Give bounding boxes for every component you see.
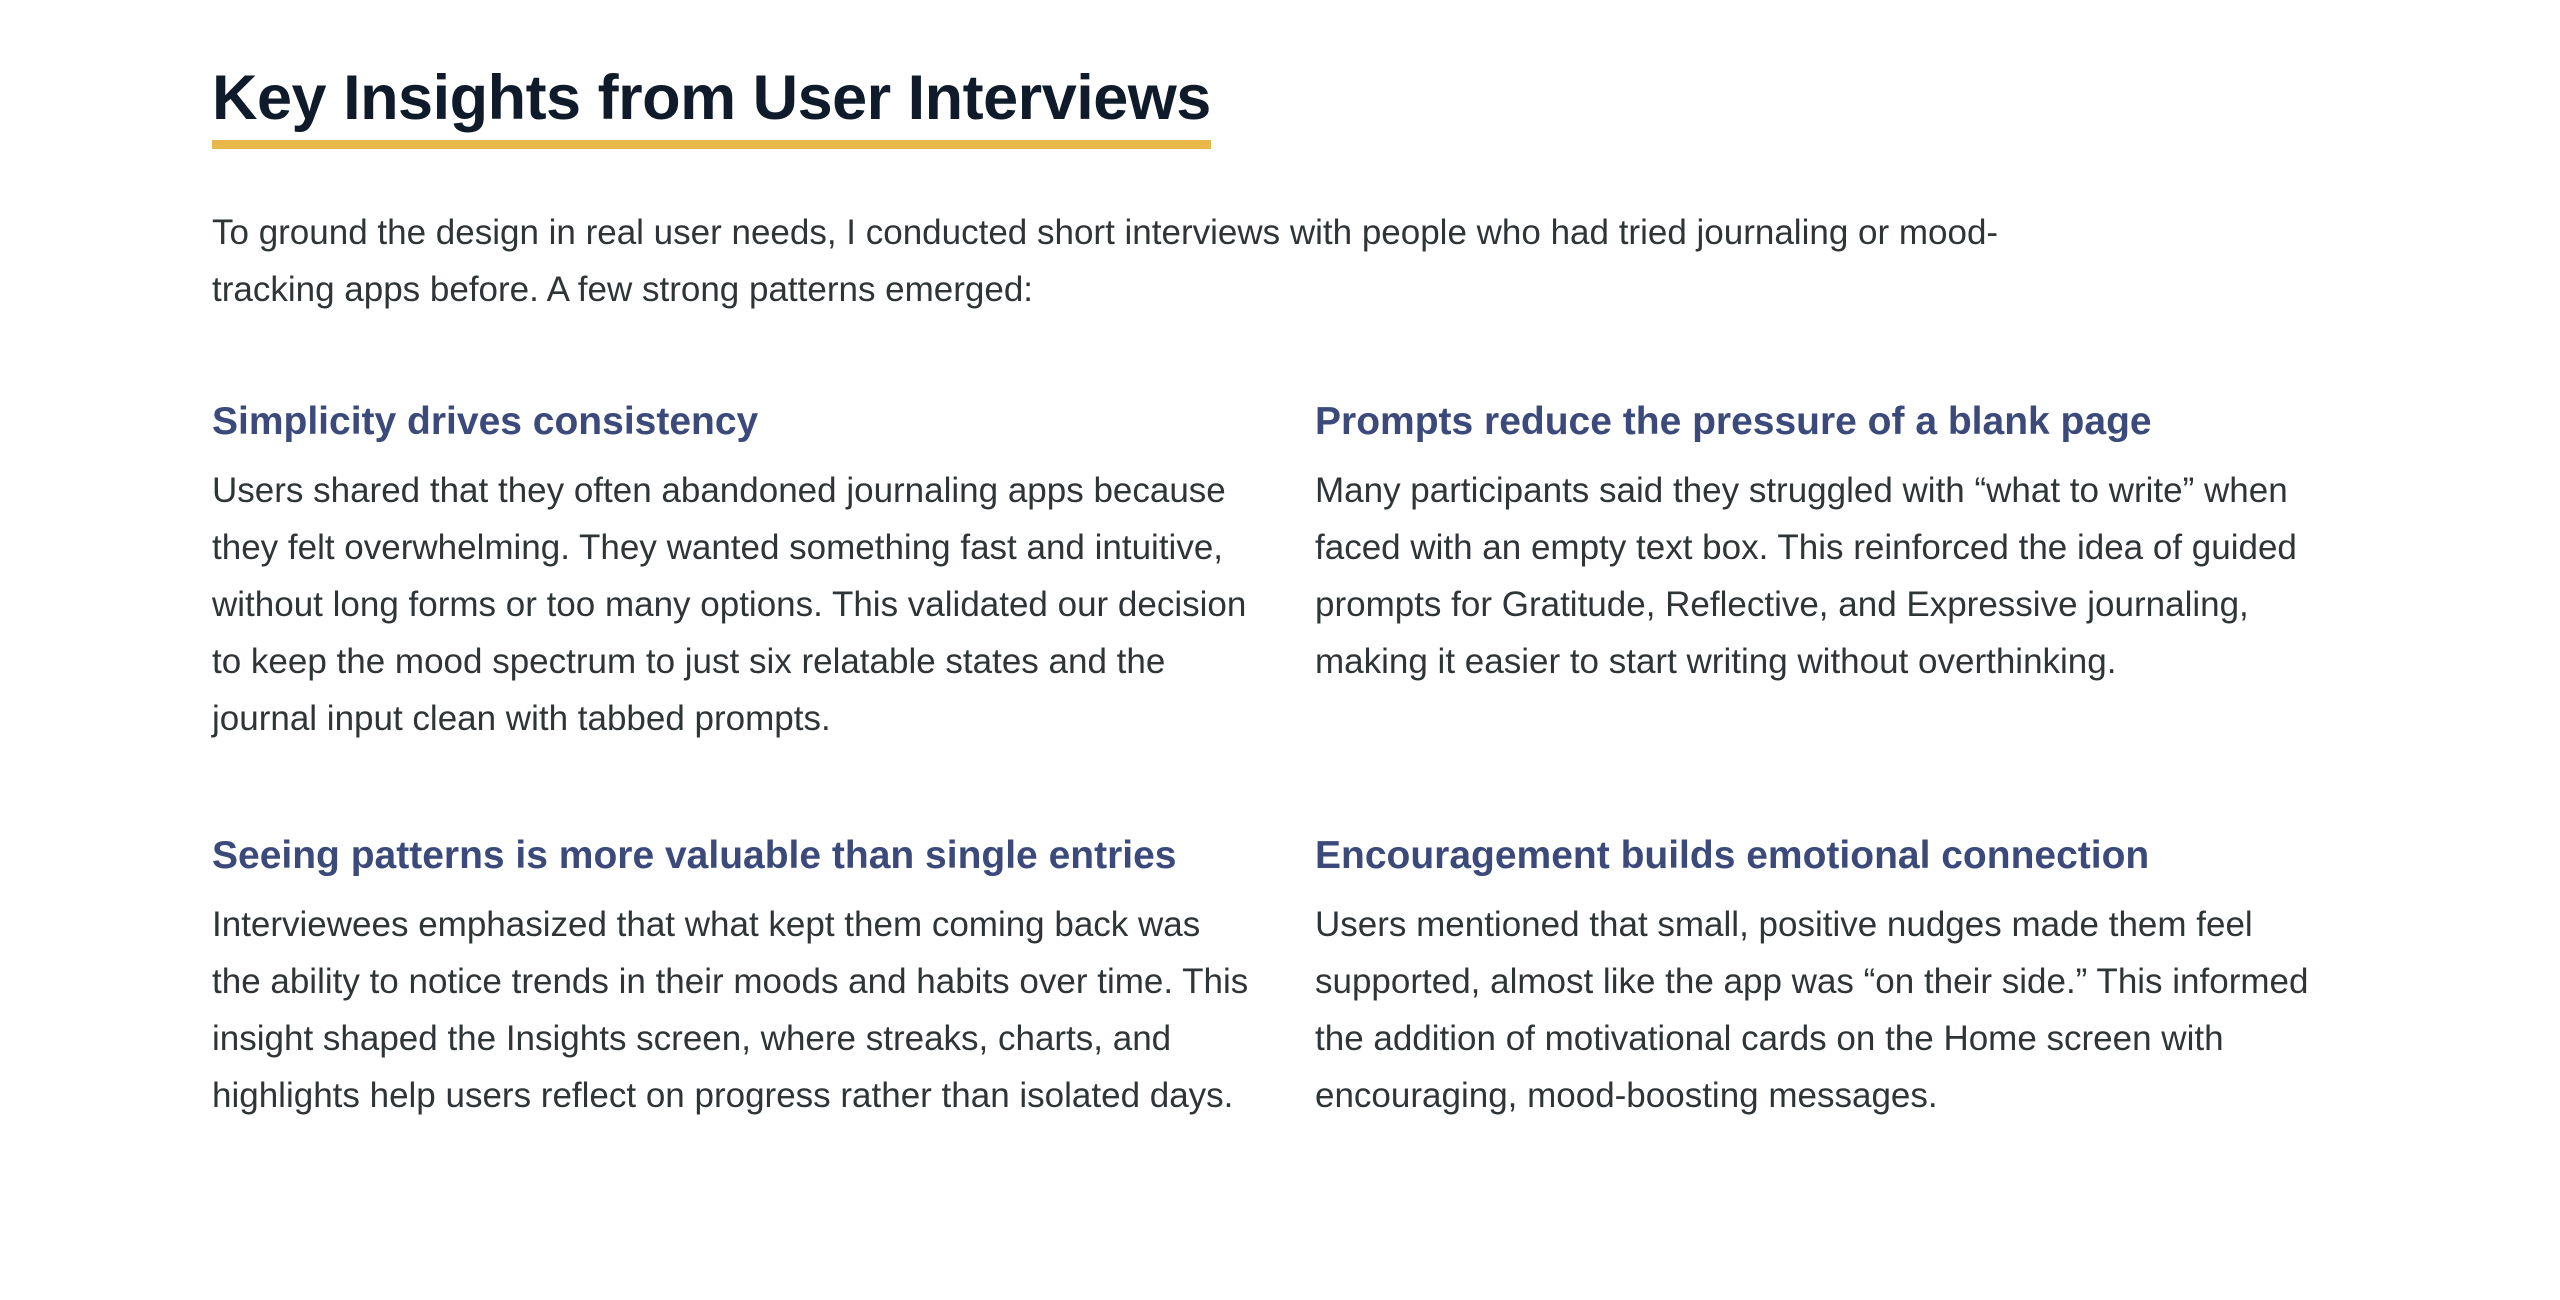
insight-simplicity (212, 394, 1252, 747)
insight-body: Interviewees emphasized that what kept them coming back was the ability to notice trends in their moods and habits over time. This insight shaped the Insights screen, where streaks, charts, and highlights help users reflect on progress rather than isolated days. (212, 905, 1249, 1115)
intro-paragraph: To ground the design in real user needs, I conducted short interviews with people who had tried journaling or mood-tracking apps before. A few strong patterns emerged: (212, 213, 1999, 309)
insight-patterns (212, 828, 1252, 1124)
page-title: Key Insights from User Interviews (212, 63, 1211, 133)
title-block (212, 58, 1211, 149)
insight-title: Prompts reduce the pressure of a blank page (1315, 400, 2152, 443)
insight-body: Users shared that they often abandoned journaling apps because they felt overwhelming. They wanted something fast and intuitive, without long forms or too many options. This validated our decision to keep the mood spectrum to just six relatable states and the journal input clean with tabbed prompts. (212, 471, 1247, 738)
insight-title: Encouragement builds emotional connection (1315, 834, 2150, 877)
insight-title: Seeing patterns is more valuable than single entries (212, 834, 1177, 877)
insight-encouragement (1315, 828, 2355, 1124)
insight-prompts (1315, 394, 2355, 690)
insight-title: Simplicity drives consistency (212, 400, 759, 443)
insight-body: Users mentioned that small, positive nudges made them feel supported, almost like the app was “on their side.” This informed the addition of motivational cards on the Home screen with encouraging, mood-boosting messages. (1315, 905, 2309, 1115)
title-underline (212, 140, 1211, 149)
insight-body: Many participants said they struggled with “what to write” when faced with an empty text box. This reinforced the idea of guided prompts for Gratitude, Reflective, and Expressive journaling, making it easier to start writing without overthinking. (1315, 471, 2297, 681)
